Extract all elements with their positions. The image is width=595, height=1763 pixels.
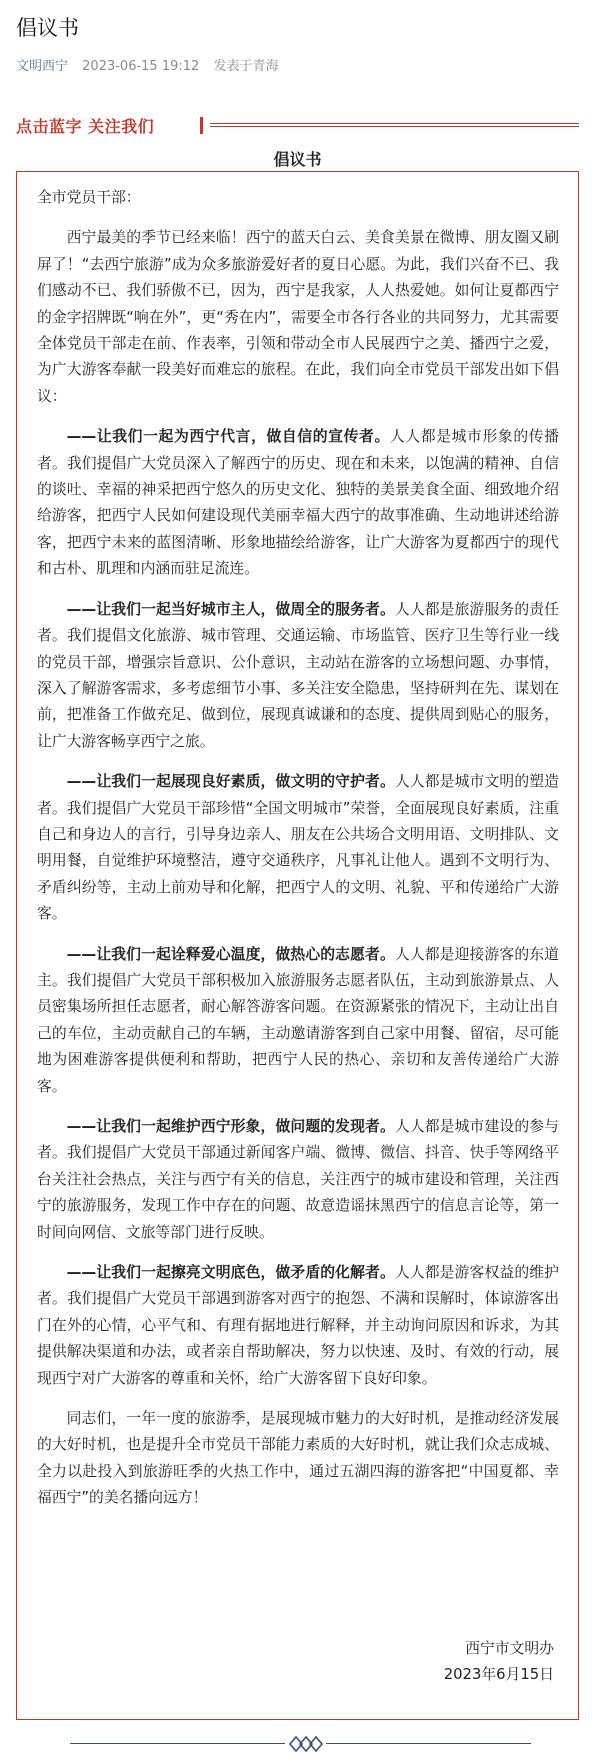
initiative-paragraph <box>37 769 559 927</box>
initiative-body: 人人都是旅游服务的责任者。我们提倡文化旅游、城市管理、交通运输、市场监管、医疗卫生等行业一线的党员干部，增强宗旨意识、公仆意识，主动站在游客的立场想问题、办事情，深入了解游客需求，多考虑细节小事、多关注安全隐患，坚持研判在先、谋划在前，把准备工作做充足、做到位，展现真诚谦和的态度、提供周到贴心的服务，让广大游客畅享西宁之旅。 <box>37 600 559 750</box>
follow-rule <box>210 123 579 127</box>
follow-divider <box>200 117 203 134</box>
bottom-decoration <box>0 1734 595 1754</box>
publish-location: 发表于青海 <box>213 59 279 74</box>
signature-block <box>444 1636 554 1688</box>
signature-date: 2023年6月15日 <box>443 1666 554 1683</box>
follow-banner[interactable] <box>16 114 579 140</box>
initiative-body: 人人都是游客权益的维护者。我们提倡广大党员干部遇到游客对西宁的抱怨、不满和误解时，体谅游客出门在外的心情，心平气和、有理有据地进行解释，并主动询问原因和诉求，为其提供解决渠道和办法，或者亲自帮助解决，努力以快速、及时、有效的行动，展现西宁对广大游客的尊重和关怀，给广大游客留下良好印象。 <box>37 1264 559 1387</box>
follow-text[interactable]: 点击蓝字 关注我们 <box>16 117 155 136</box>
initiative-lead: ——让我们一起诠释爱心温度，做热心的志愿者。 <box>66 945 395 963</box>
initiative-paragraph <box>37 1114 559 1246</box>
initiative-body: 人人都是城市建设的参与者。我们提倡广大党员干部通过新闻客户端、微博、微信、抖音、快手等网络平台关注社会热点，关注与西宁有关的信息，关注西宁的城市建设和管理，关注西宁的旅游服务，发现工作中存在的问题、故意造谣抹黑西宁的信息言论等，第一时间向网信、文旅等部门进行反映。 <box>37 1118 559 1241</box>
initiative-paragraph <box>37 597 559 755</box>
initiative-lead: ——让我们一起展现良好素质，做文明的守护者。 <box>66 773 395 791</box>
closing-paragraph: 同志们，一年一度的旅游季，是展现城市魅力的大好时机，是推动经济发展的大好时机，也是提升全市党员干部能力素质的大好时机，就让我们众志成城、全力以赴投入到旅游旺季的火热工作中，通过五湖四海的游客把“中国夏都、幸福西宁”的美名播向远方！ <box>37 1410 559 1507</box>
article-meta <box>16 55 278 74</box>
letter-body <box>37 185 559 1526</box>
signature-org: 西宁市文明办 <box>465 1640 554 1657</box>
initiative-body: 人人都是城市形象的传播者。我们提倡广大党员深入了解西宁的历史、现在和未来，以饱满的精神、自信的谈吐、幸福的神采把西宁悠久的历史文化、独特的美景美食全面、细致地介绍给游客，把西宁人民如何建设现代美丽幸福大西宁的故事准确、生动地讲述给游客，把西宁未来的蓝图清晰、形象地描绘给游客，让广大游客为夏都西宁的现代和古朴、肌理和内涵而驻足流连。 <box>37 428 559 578</box>
initiative-paragraph <box>37 424 559 582</box>
publish-time: 2023-06-15 19:12 <box>82 59 200 74</box>
intro-paragraph: 西宁最美的季节已经来临！西宁的蓝天白云、美食美景在微博、朋友圈又刷屏了！“去西宁旅游”成为众多旅游爱好者的夏日心愿。为此，我们兴奋不已、我们感动不已、我们骄傲不已，因为，西宁是我家，人人热爱她。如何让夏都西宁的金字招牌既“响在外”，更“秀在内”，需要全市各行各业的共同努力，尤其需要全体党员干部走在前、作表率，引领和带动全市人民展西宁之美、播西宁之爱，为广大游客奉献一段美好而难忘的旅程。在此，我们向全市党员干部发出如下倡议： <box>37 229 559 405</box>
article-title: 倡议书 <box>16 16 79 40</box>
initiative-paragraph <box>37 942 559 1100</box>
salutation: 全市党员干部： <box>37 189 141 206</box>
decoration-line-right <box>326 1743 531 1744</box>
initiative-body: 人人都是城市文明的塑造者。我们提倡广大党员干部珍惜“全国文明城市”荣誉，全面展现良好素质，注重自己和身边人的言行，引导身边亲人、朋友在公共场合文明用语、文明排队、文明用餐，自觉维护环境整洁，遵守交通秩序，凡事礼让他人。遇到不文明行为、矛盾纠纷等，主动上前劝导和化解，把西宁人的文明、礼貌、平和传递给广大游客。 <box>37 773 559 923</box>
initiative-lead: ——让我们一起维护西宁形象，做问题的发现者。 <box>66 1118 395 1135</box>
diamond-chain-icon <box>286 1734 326 1754</box>
document-heading: 倡议书 <box>273 150 322 169</box>
decoration-line-left <box>70 1743 285 1744</box>
initiative-body: 人人都是迎接游客的东道主。我们提倡广大党员干部积极加入旅游服务志愿者队伍，主动到旅游景点、人员密集场所担任志愿者，耐心解答游客问题。在资源紧张的情况下，主动让出自己的车位，主动贡献自己的车辆，主动邀请游客到自己家中用餐、留宿，尽可能地为困难游客提供便利和帮助，把西宁人民的热心、亲切和友善传递给广大游客。 <box>37 945 559 1095</box>
account-name-link[interactable]: 文明西宁 <box>16 59 69 74</box>
initiative-lead: ——让我们一起当好城市主人，做周全的服务者。 <box>66 600 395 618</box>
letter-frame <box>16 171 579 1720</box>
initiative-lead: ——让我们一起擦亮文明底色，做矛盾的化解者。 <box>66 1264 395 1282</box>
initiative-paragraph <box>37 1260 559 1392</box>
initiative-lead: ——让我们一起为西宁代言，做自信的宣传者。 <box>66 428 390 446</box>
